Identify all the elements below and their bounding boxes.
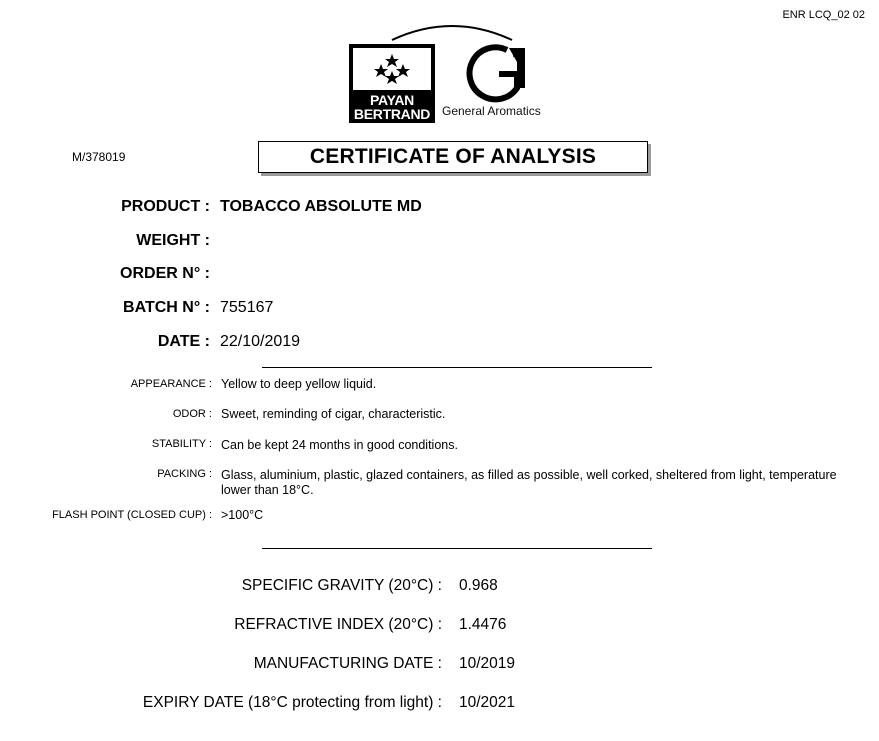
packing-label: PACKING : xyxy=(157,468,212,480)
date-label: DATE : xyxy=(157,333,210,350)
certificate-reference: M/378019 xyxy=(72,150,126,164)
odor-value: Sweet, reminding of cigar, characteristic. xyxy=(221,407,446,421)
divider-top xyxy=(262,367,652,368)
order-label: ORDER N° : xyxy=(120,265,210,282)
flash-point-value: >100°C xyxy=(221,508,264,522)
payan-text: PAYAN xyxy=(370,92,414,108)
date-value: 22/10/2019 xyxy=(220,333,301,350)
stars-icon xyxy=(353,48,431,90)
appearance-label: APPEARANCE : xyxy=(130,378,212,390)
payan-bertrand-logo xyxy=(349,44,435,123)
expiry-date-label: EXPIRY DATE (18°C protecting from light) : xyxy=(142,694,442,711)
certificate-title: CERTIFICATE OF ANALYSIS xyxy=(258,141,648,173)
general-aromatics-logo xyxy=(465,42,535,106)
odor-label: ODOR : xyxy=(172,408,212,420)
packing-value: Glass, aluminium, plastic, glazed containers, as filled as possible, well corked, sheltered from light, temperature lower than 18°C. xyxy=(221,468,837,497)
divider-bottom xyxy=(262,548,652,549)
refractive-index-label: REFRACTIVE INDEX (20°C) : xyxy=(234,616,442,633)
stability-label: STABILITY : xyxy=(151,438,212,450)
weight-label: WEIGHT : xyxy=(136,232,210,249)
manufacturing-date-label: MANUFACTURING DATE : xyxy=(253,655,442,672)
manufacturing-date-value: 10/2019 xyxy=(459,655,516,672)
batch-value: 755167 xyxy=(220,299,274,316)
specific-gravity-value: 0.968 xyxy=(459,577,498,594)
general-aromatics-text: General Aromatics xyxy=(442,104,541,118)
flash-point-label: FLASH POINT (CLOSED CUP) : xyxy=(52,509,212,521)
logo-area xyxy=(340,18,570,128)
refractive-index-value: 1.4476 xyxy=(459,616,507,633)
batch-label: BATCH N° : xyxy=(123,299,210,316)
product-label: PRODUCT : xyxy=(121,198,210,215)
stability-value: Can be kept 24 months in good conditions. xyxy=(221,438,458,452)
appearance-value: Yellow to deep yellow liquid. xyxy=(221,377,377,391)
specific-gravity-label: SPECIFIC GRAVITY (20°C) : xyxy=(241,577,442,594)
bertrand-text: BERTRAND xyxy=(353,106,431,122)
expiry-date-value: 10/2021 xyxy=(459,694,516,711)
document-code: ENR LCQ_02 02 xyxy=(782,9,865,21)
product-value: TOBACCO ABSOLUTE MD xyxy=(220,198,422,215)
